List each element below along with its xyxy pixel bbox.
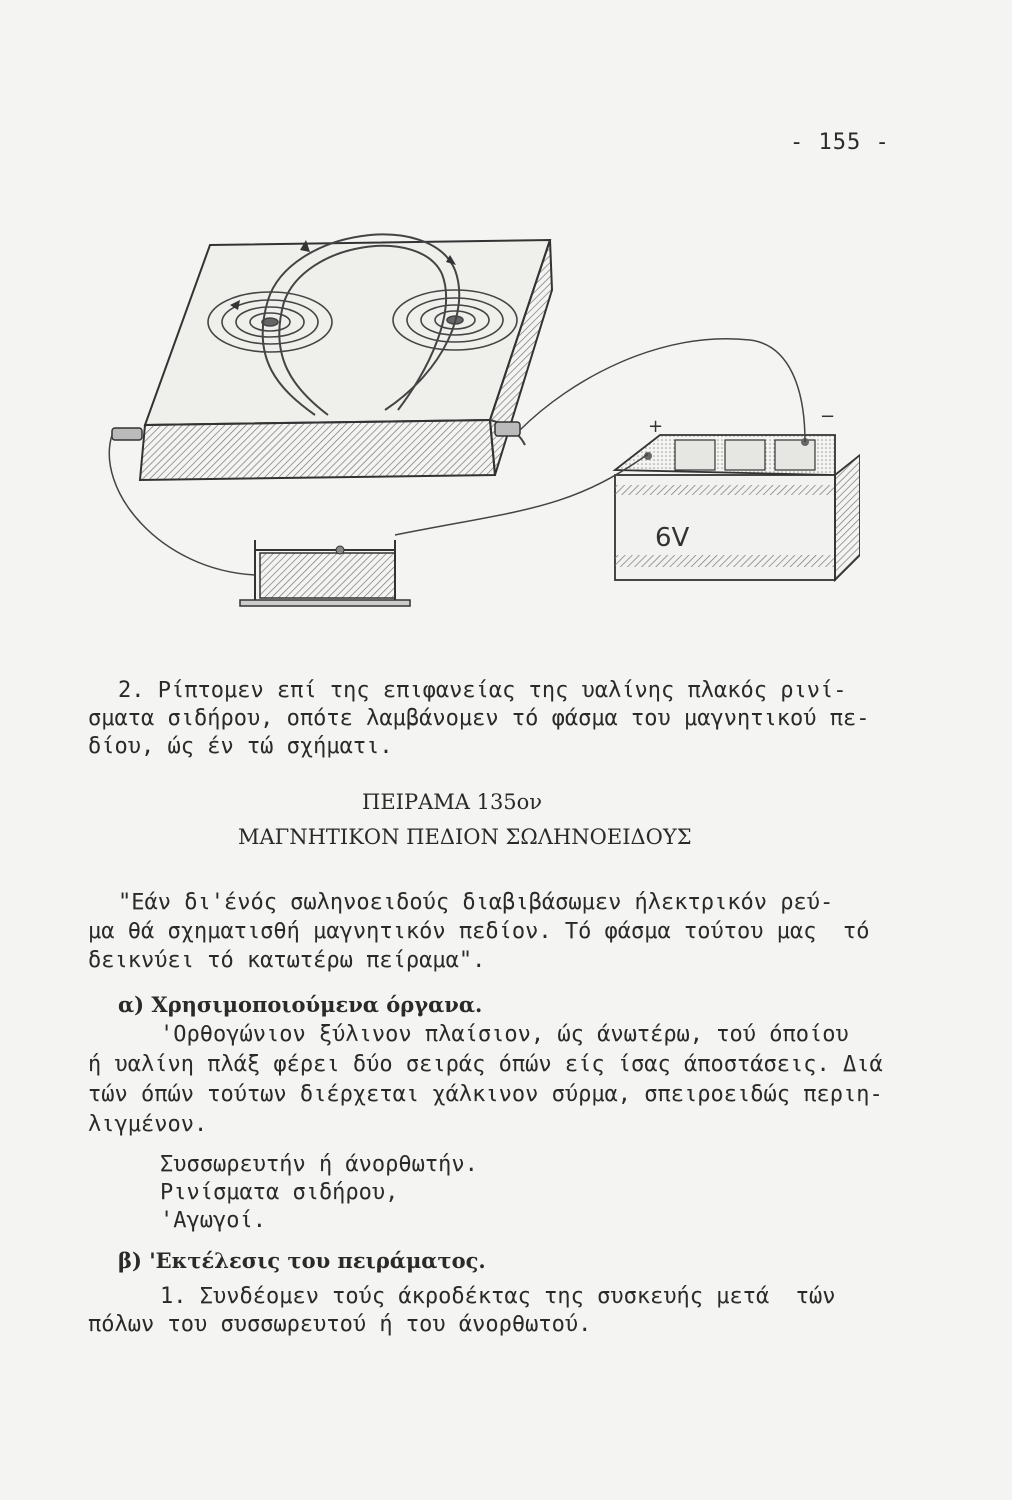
section-b-line-2: πόλων του συσσωρευτού ή του άνορθωτού. [88,1312,592,1337]
instrument-item-2: Ρινίσματα σιδήρου, [160,1180,399,1205]
rheostat [240,540,410,606]
section-a-line-4: λιγμένον. [88,1112,208,1137]
glass-plate-frame [140,240,552,480]
section-a-heading: α) Χρησιμοποιούμενα όργανα. [118,992,483,1017]
instrument-item-1: Συσσωρευτήν ή άνορθωτήν. [160,1152,478,1177]
page-number: - 155 - [790,130,890,155]
paragraph-2-line-3: δίου, ώς έν τώ σχήματι. [88,734,393,759]
paragraph-2-line-2: σματα σιδήρου, οπότε λαμβάνομεν τό φάσμα του μαγνητικού πε- [88,706,870,731]
section-b-line-1: 1. Συνδέομεν τούς άκροδέκτας της συσκευής μετά τών [160,1284,836,1309]
battery-voltage-label: 6V [655,523,690,553]
positive-terminal-label: + [648,416,664,437]
apparatus-figure [100,210,860,610]
paragraph-2-line-1: 2. Ρίπτομεν επί της επιφανείας της υαλίνης πλακός ρινί- [118,678,847,703]
section-a-line-1: 'Ορθογώνιον ξύλινον πλαίσιον, ώς άνωτέρω, τού όποίου [160,1022,849,1047]
intro-line-3: δεικνύει τό κατωτέρω πείραμα". [88,948,486,973]
experiment-subheading: ΜΑΓΝΗΤΙΚΟΝ ΠΕΔΙΟΝ ΣΩΛΗΝΟΕΙΔΟΥΣ [238,825,692,849]
section-a-line-3: τών όπών τούτων διέρχεται χάλκινον σύρμα, σπειροειδώς περιη- [88,1082,883,1107]
instrument-item-3: 'Αγωγοί. [160,1208,266,1233]
experiment-heading: ΠΕΙΡΑΜΑ 135ον [362,790,543,814]
negative-terminal-label: − [820,406,836,427]
intro-line-1: "Εάν δι'ένός σωληνοειδούς διαβιβάσωμεν ήλεκτρικόν ρεύ- [118,890,834,915]
battery [615,406,860,580]
section-b-heading: β) 'Εκτέλεσις του πειράματος. [118,1248,486,1273]
intro-line-2: μα θά σχηματισθή μαγνητικόν πεδίον. Τό φάσμα τούτου μας τό [88,919,870,944]
section-a-line-2: ή υαλίνη πλάξ φέρει δύο σειράς όπών είς ίσας άποστάσεις. Διά [88,1052,883,1077]
